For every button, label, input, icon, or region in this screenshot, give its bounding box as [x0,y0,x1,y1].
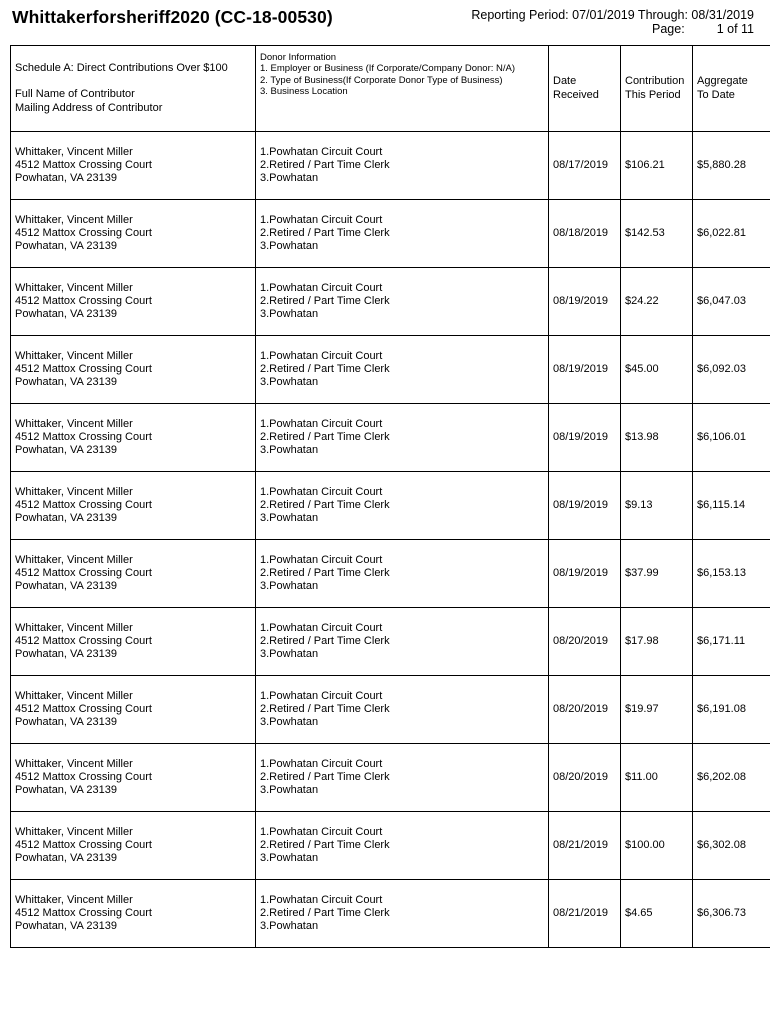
date-received: 08/21/2019 [549,880,621,948]
reporting-period: Reporting Period: 07/01/2019 Through: 08/31/2019 [471,8,754,22]
contributor-cell [11,608,256,676]
aggregate-to-date: $6,106.01 [693,404,770,472]
business-type: 2.Retired / Part Time Clerk [260,362,390,375]
business-type: 2.Retired / Part Time Clerk [260,566,390,579]
table-row [11,880,770,948]
employer: 1.Powhatan Circuit Court [260,281,383,294]
table-row [11,812,770,880]
aggregate-header-line-2: To Date [697,88,735,101]
full-name-header: Full Name of Contributor [15,88,135,101]
aggregate-to-date: $6,302.08 [693,812,770,880]
schedule-title: Schedule A: Direct Contributions Over $100 [15,62,228,75]
business-location: 3.Powhatan [260,648,319,661]
contribution-amount: $11.00 [621,744,693,812]
report-title: Whittakerforsheriff2020 (CC-18-00530) [12,7,333,27]
date-header-line-2: Received [553,88,599,101]
mailing-address-header: Mailing Address of Contributor [15,101,163,114]
contributor-address-line-2: Powhatan, VA 23139 [15,308,117,321]
contributor-address-line-2: Powhatan, VA 23139 [15,172,117,185]
contributor-cell [11,404,256,472]
business-type: 2.Retired / Part Time Clerk [260,906,390,919]
table-row [11,200,770,268]
header-contributor [11,46,256,132]
aggregate-to-date: $6,306.73 [693,880,770,948]
contributor-address-line-2: Powhatan, VA 23139 [15,716,117,729]
donor-info-line-1: 1. Employer or Business (If Corporate/Company Donor: N/A) [260,63,516,75]
contributor-address-line-1: 4512 Mattox Crossing Court [15,566,152,579]
header-date-received [549,46,621,132]
business-location: 3.Powhatan [260,716,319,729]
table-row [11,336,770,404]
donor-info-cell [256,268,549,336]
date-received: 08/19/2019 [549,472,621,540]
contribution-header-line-2: This Period [625,88,681,101]
donor-info-cell [256,132,549,200]
business-location: 3.Powhatan [260,240,319,253]
contributor-cell [11,540,256,608]
contributor-cell [11,268,256,336]
donor-info-line-2: 2. Type of Business(If Corporate Donor Type of Business) [260,74,503,86]
business-type: 2.Retired / Part Time Clerk [260,430,390,443]
date-received: 08/17/2019 [549,132,621,200]
contributor-name: Whittaker, Vincent Miller [15,213,133,226]
contributor-address-line-2: Powhatan, VA 23139 [15,920,117,933]
contribution-amount: $45.00 [621,336,693,404]
contributor-address-line-2: Powhatan, VA 23139 [15,852,117,865]
aggregate-to-date: $6,022.81 [693,200,770,268]
date-received: 08/20/2019 [549,608,621,676]
contributor-name: Whittaker, Vincent Miller [15,689,133,702]
business-type: 2.Retired / Part Time Clerk [260,702,390,715]
aggregate-to-date: $6,047.03 [693,268,770,336]
table-row [11,268,770,336]
contributor-address-line-1: 4512 Mattox Crossing Court [15,770,152,783]
donor-info-cell [256,676,549,744]
donor-info-cell [256,200,549,268]
contributor-address-line-1: 4512 Mattox Crossing Court [15,226,152,239]
donor-info-cell [256,880,549,948]
business-location: 3.Powhatan [260,172,319,185]
table-row [11,676,770,744]
contributor-address-line-1: 4512 Mattox Crossing Court [15,430,152,443]
table-row [11,132,770,200]
contribution-amount: $24.22 [621,268,693,336]
business-type: 2.Retired / Part Time Clerk [260,498,390,511]
contribution-amount: $17.98 [621,608,693,676]
contribution-amount: $142.53 [621,200,693,268]
donor-info-cell [256,472,549,540]
aggregate-to-date: $5,880.28 [693,132,770,200]
contributor-cell [11,472,256,540]
contributions-table [10,45,770,948]
contribution-amount: $4.65 [621,880,693,948]
employer: 1.Powhatan Circuit Court [260,417,383,430]
donor-info-cell [256,540,549,608]
business-location: 3.Powhatan [260,784,319,797]
business-type: 2.Retired / Part Time Clerk [260,634,390,647]
contributor-name: Whittaker, Vincent Miller [15,417,133,430]
date-header-line-1: Date [553,75,577,88]
contributor-cell [11,676,256,744]
contributor-name: Whittaker, Vincent Miller [15,825,133,838]
contributor-address-line-1: 4512 Mattox Crossing Court [15,294,152,307]
employer: 1.Powhatan Circuit Court [260,621,383,634]
table-header-row [11,46,770,132]
table-row [11,472,770,540]
contributor-cell [11,336,256,404]
employer: 1.Powhatan Circuit Court [260,349,383,362]
aggregate-to-date: $6,202.08 [693,744,770,812]
donor-info-cell [256,744,549,812]
donor-info-cell [256,812,549,880]
business-location: 3.Powhatan [260,308,319,321]
contribution-amount: $100.00 [621,812,693,880]
contributor-address-line-1: 4512 Mattox Crossing Court [15,498,152,511]
contribution-header-line-1: Contribution [625,75,685,88]
date-received: 08/19/2019 [549,404,621,472]
employer: 1.Powhatan Circuit Court [260,145,383,158]
contribution-amount: $9.13 [621,472,693,540]
table-row [11,744,770,812]
business-location: 3.Powhatan [260,444,319,457]
header-contribution [621,46,693,132]
date-received: 08/19/2019 [549,336,621,404]
contributor-cell [11,744,256,812]
contributor-cell [11,200,256,268]
contributor-address-line-1: 4512 Mattox Crossing Court [15,702,152,715]
contributor-name: Whittaker, Vincent Miller [15,145,133,158]
contributor-address-line-2: Powhatan, VA 23139 [15,580,117,593]
contributor-address-line-1: 4512 Mattox Crossing Court [15,362,152,375]
contributor-address-line-2: Powhatan, VA 23139 [15,240,117,253]
business-type: 2.Retired / Part Time Clerk [260,226,390,239]
date-received: 08/19/2019 [549,268,621,336]
contributor-address-line-1: 4512 Mattox Crossing Court [15,158,152,171]
contributor-name: Whittaker, Vincent Miller [15,621,133,634]
business-location: 3.Powhatan [260,376,319,389]
contributor-name: Whittaker, Vincent Miller [15,757,133,770]
date-received: 08/20/2019 [549,744,621,812]
contributor-address-line-2: Powhatan, VA 23139 [15,444,117,457]
donor-info-title: Donor Information [260,52,337,63]
contribution-amount: $37.99 [621,540,693,608]
date-received: 08/18/2019 [549,200,621,268]
reporting-period-block [471,8,754,36]
table-row [11,540,770,608]
contributor-name: Whittaker, Vincent Miller [15,485,133,498]
contributor-address-line-2: Powhatan, VA 23139 [15,648,117,661]
employer: 1.Powhatan Circuit Court [260,825,383,838]
business-location: 3.Powhatan [260,852,319,865]
donor-info-line-3: 3. Business Location [260,86,348,98]
page-label: Page: [652,22,685,36]
table-row [11,608,770,676]
page-value: 1 of 11 [716,22,754,36]
aggregate-to-date: $6,191.08 [693,676,770,744]
date-received: 08/20/2019 [549,676,621,744]
contributor-address-line-2: Powhatan, VA 23139 [15,512,117,525]
header-donor-info [256,46,549,132]
contributor-name: Whittaker, Vincent Miller [15,281,133,294]
contributor-address-line-2: Powhatan, VA 23139 [15,784,117,797]
contributor-address-line-1: 4512 Mattox Crossing Court [15,838,152,851]
employer: 1.Powhatan Circuit Court [260,553,383,566]
page-indicator [471,22,754,36]
business-type: 2.Retired / Part Time Clerk [260,770,390,783]
aggregate-to-date: $6,153.13 [693,540,770,608]
aggregate-to-date: $6,115.14 [693,472,770,540]
aggregate-to-date: $6,171.11 [693,608,770,676]
business-type: 2.Retired / Part Time Clerk [260,158,390,171]
aggregate-header-line-1: Aggregate [697,75,748,88]
contributor-cell [11,812,256,880]
contribution-amount: $19.97 [621,676,693,744]
date-received: 08/21/2019 [549,812,621,880]
business-type: 2.Retired / Part Time Clerk [260,294,390,307]
employer: 1.Powhatan Circuit Court [260,485,383,498]
contribution-amount: $13.98 [621,404,693,472]
contributor-address-line-2: Powhatan, VA 23139 [15,376,117,389]
donor-info-cell [256,336,549,404]
contributor-address-line-1: 4512 Mattox Crossing Court [15,634,152,647]
contributor-cell [11,880,256,948]
employer: 1.Powhatan Circuit Court [260,757,383,770]
business-location: 3.Powhatan [260,920,319,933]
table-row [11,404,770,472]
contributor-name: Whittaker, Vincent Miller [15,349,133,362]
contributor-address-line-1: 4512 Mattox Crossing Court [15,906,152,919]
contributor-name: Whittaker, Vincent Miller [15,553,133,566]
donor-info-cell [256,608,549,676]
business-type: 2.Retired / Part Time Clerk [260,838,390,851]
business-location: 3.Powhatan [260,512,319,525]
contributor-cell [11,132,256,200]
business-location: 3.Powhatan [260,580,319,593]
employer: 1.Powhatan Circuit Court [260,893,383,906]
date-received: 08/19/2019 [549,540,621,608]
employer: 1.Powhatan Circuit Court [260,213,383,226]
employer: 1.Powhatan Circuit Court [260,689,383,702]
contributor-name: Whittaker, Vincent Miller [15,893,133,906]
header-aggregate [693,46,770,132]
aggregate-to-date: $6,092.03 [693,336,770,404]
donor-info-cell [256,404,549,472]
contribution-amount: $106.21 [621,132,693,200]
